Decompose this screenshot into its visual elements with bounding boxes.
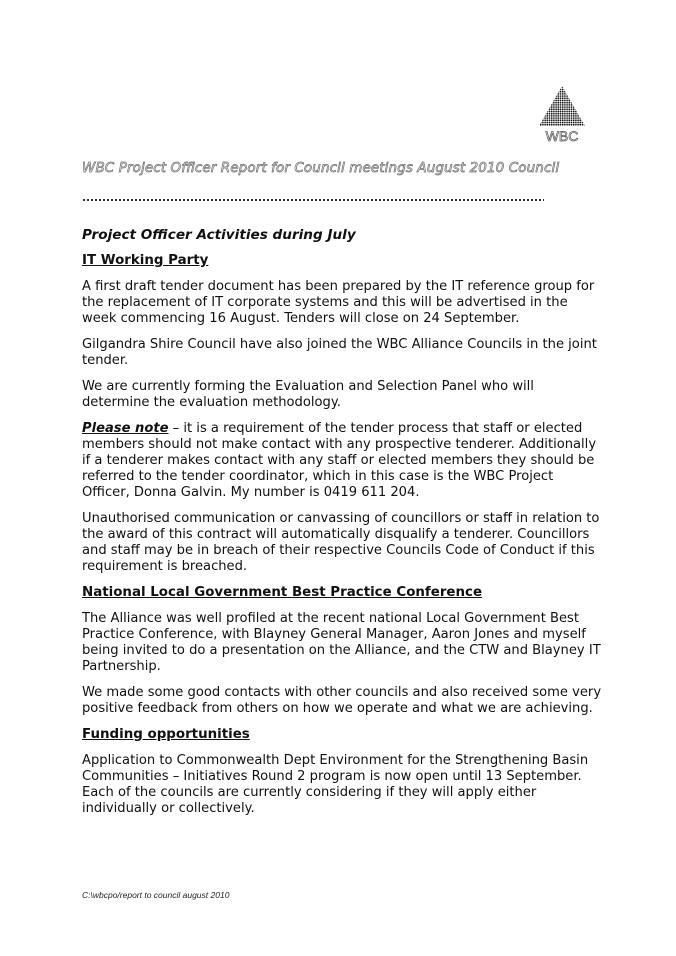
conference-paragraph-2: We made some good contacts with other councils and also received some very positive feedback from others on how we operate and what we are achieving.	[82, 685, 602, 716]
please-note-paragraph	[82, 421, 602, 501]
section-title: Project Officer Activities during July	[82, 227, 356, 243]
funding-heading: Funding opportunities	[82, 727, 250, 742]
report-title: WBC Project Officer Report for Council meetings August 2010 Council	[82, 160, 560, 176]
it-paragraph-2: Gilgandra Shire Council have also joined the WBC Alliance Councils in the joint tender.	[82, 337, 597, 368]
wbc-logo	[533, 84, 591, 144]
it-paragraph-1: A first draft tender document has been prepared by the IT reference group for the replacement of IT corporate systems and this will be advertised in the week commencing 16 August. Tenders will close on 24 September.	[82, 279, 595, 326]
footer-file-path: C:\wbcpo/report to council august 2010	[82, 890, 230, 900]
dotted-divider	[82, 198, 544, 202]
conference-heading: National Local Government Best Practice Conference	[82, 585, 483, 600]
conference-paragraph-1: The Alliance was well profiled at the recent national Local Government Best Practice Conference, with Blayney General Manager, Aaron Jones and myself being invited to do a presentation on the Alliance, and the CTW and Blayney IT Partnership.	[82, 611, 601, 674]
report-body	[82, 227, 602, 827]
it-working-party-heading: IT Working Party	[82, 253, 209, 268]
it-paragraph-5: Unauthorised communication or canvassing of councillors or staff in relation to the award of this contract will automatically disqualify a tenderer. Councillors and staff may be in breach of their respective Councils Code of Conduct if this requirement is breached.	[82, 511, 600, 574]
please-note-text: – it is a requirement of the tender process that staff or elected members should not make contact with any prospective tenderer. Additionally if a tenderer makes contact with any staff or elected members they should be referred to the tender coordinator, which in this case is the WBC Project Officer, Donna Galvin. My number is 0419 611 204.	[82, 421, 597, 500]
please-note-label: Please note	[82, 421, 169, 436]
logo-text: WBC	[545, 128, 579, 144]
funding-paragraph-1: Application to Commonwealth Dept Environment for the Strengthening Basin Communities – Initiatives Round 2 program is now open until 13 September. Each of the councils are currently considering if they will apply either individually or collectively.	[82, 753, 589, 816]
it-paragraph-3: We are currently forming the Evaluation and Selection Panel who will determine the evaluation methodology.	[82, 379, 534, 410]
logo-triangle-icon	[539, 86, 585, 126]
